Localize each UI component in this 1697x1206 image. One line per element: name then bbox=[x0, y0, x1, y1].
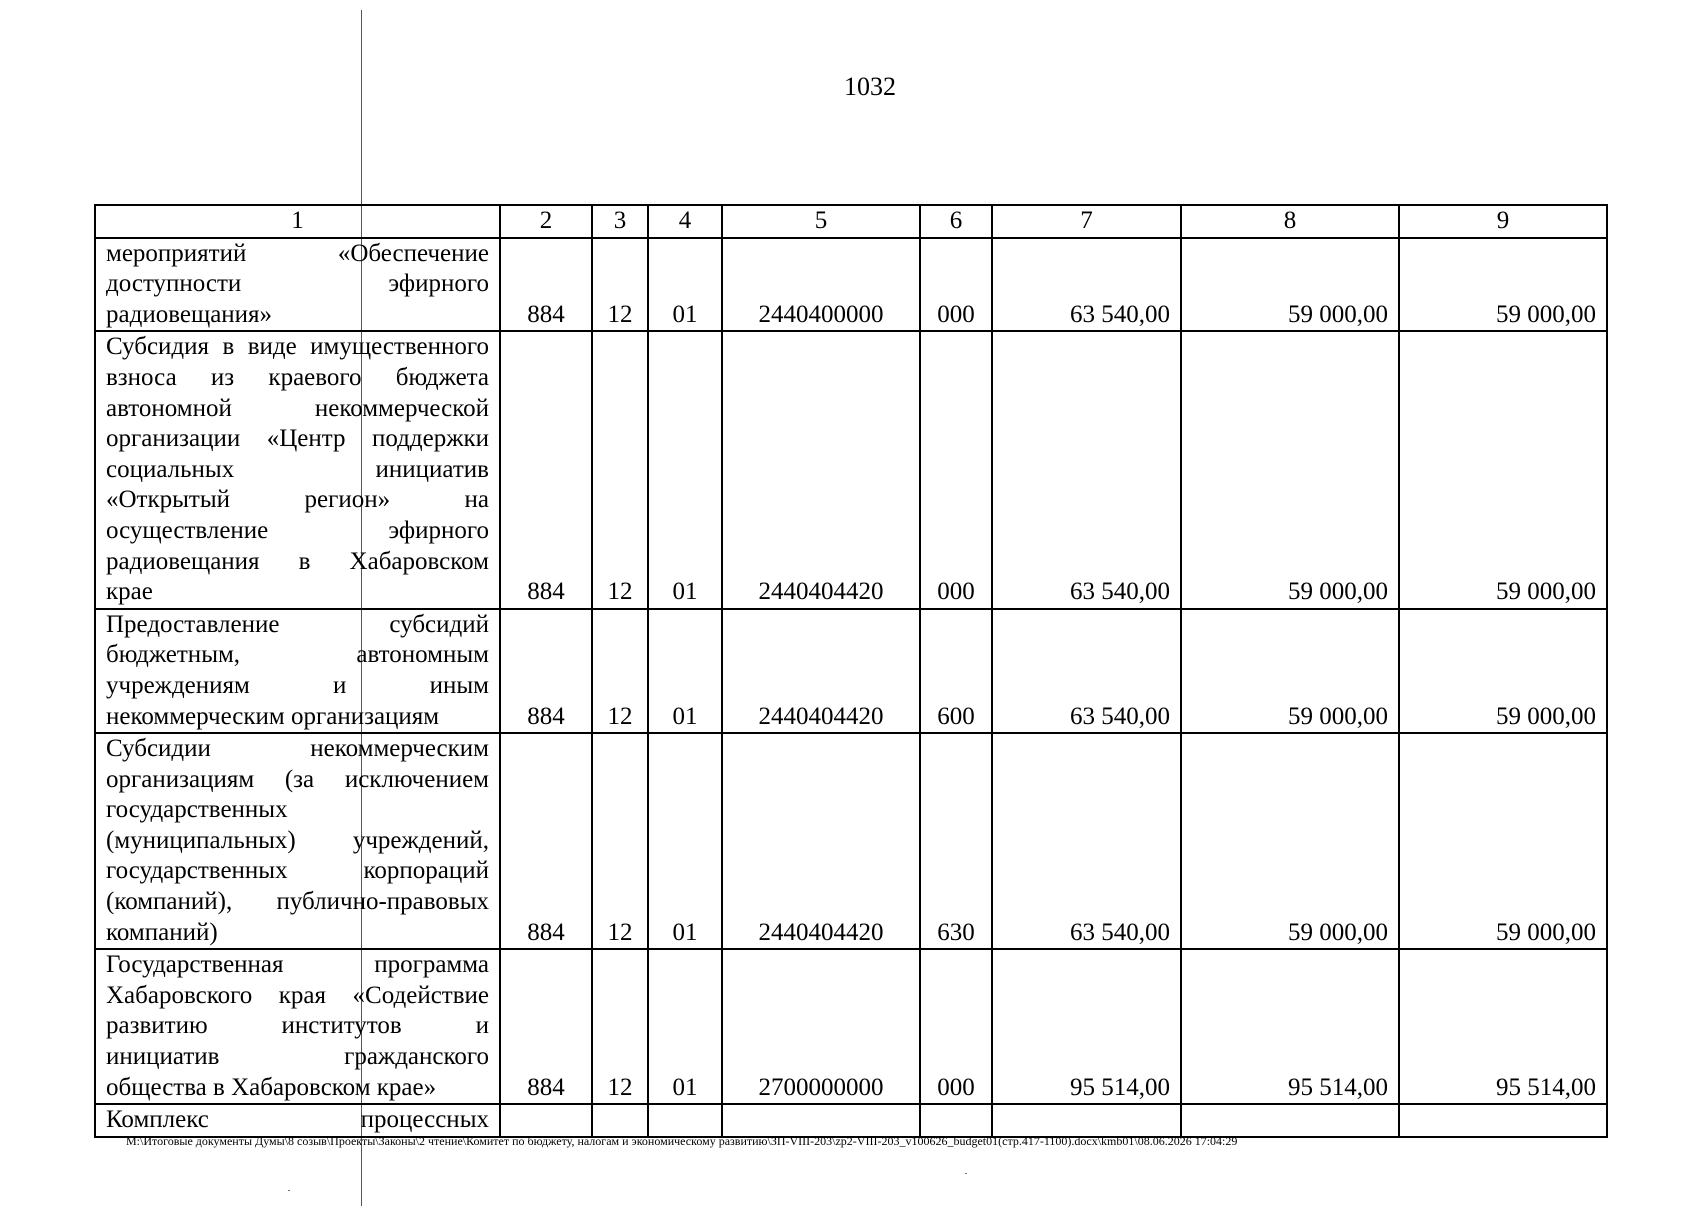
description-line: учреждениям и иным bbox=[106, 671, 489, 699]
description-line: развитию институтов и bbox=[106, 1012, 489, 1040]
expense-type-cell: 000 bbox=[920, 331, 992, 608]
expense-type-cell bbox=[920, 1104, 992, 1137]
target-article-cell: 2440400000 bbox=[722, 238, 920, 332]
expense-type-cell: 000 bbox=[920, 238, 992, 332]
description-line: мероприятий «Обеспечение bbox=[106, 239, 489, 267]
description-line: организации «Центр поддержки bbox=[106, 425, 489, 453]
subsection-cell: 01 bbox=[648, 733, 722, 949]
column-header-2: 2 bbox=[500, 205, 592, 238]
description-line: радиовещания в Хабаровском bbox=[106, 547, 489, 575]
row-description bbox=[95, 1104, 500, 1137]
subsection-cell: 01 bbox=[648, 331, 722, 608]
table-row bbox=[95, 949, 1607, 1104]
amount-cell: 59 000,00 bbox=[1181, 331, 1399, 608]
description-line: доступности эфирного bbox=[106, 270, 489, 298]
column-header-6: 6 bbox=[920, 205, 992, 238]
description-line: организациям (за исключением bbox=[106, 765, 489, 793]
row-description bbox=[95, 949, 500, 1104]
description-line: бюджетным, автономным bbox=[106, 641, 489, 669]
description-line: Предоставление субсидий bbox=[106, 610, 489, 638]
amount-cell: 59 000,00 bbox=[1181, 238, 1399, 332]
column-header-9: 9 bbox=[1399, 205, 1607, 238]
amount-cell: 59 000,00 bbox=[1399, 331, 1607, 608]
admin-code-cell: 884 bbox=[500, 949, 592, 1104]
section-cell: 12 bbox=[592, 331, 648, 608]
description-line: (муниципальных) учреждений, bbox=[106, 826, 489, 854]
amount-cell: 63 540,00 bbox=[992, 331, 1181, 608]
description-line: Субсидии некоммерческим bbox=[106, 735, 489, 763]
amount-cell: 59 000,00 bbox=[1399, 609, 1607, 733]
amount-cell bbox=[992, 1104, 1181, 1137]
subsection-cell bbox=[648, 1104, 722, 1137]
amount-cell: 95 514,00 bbox=[1399, 949, 1607, 1104]
column-header-3: 3 bbox=[592, 205, 648, 238]
column-header-7: 7 bbox=[992, 205, 1181, 238]
description-line: автономной некоммерческой bbox=[106, 394, 489, 422]
amount-cell: 63 540,00 bbox=[992, 238, 1181, 332]
description-line: государственных корпораций bbox=[106, 857, 489, 885]
admin-code-cell: 884 bbox=[500, 609, 592, 733]
admin-code-cell: 884 bbox=[500, 331, 592, 608]
column-header-8: 8 bbox=[1181, 205, 1399, 238]
expense-type-cell: 600 bbox=[920, 609, 992, 733]
amount-cell: 95 514,00 bbox=[992, 949, 1181, 1104]
description-line: общества в Хабаровском крае» bbox=[106, 1073, 437, 1101]
amount-cell: 59 000,00 bbox=[1399, 733, 1607, 949]
amount-cell: 63 540,00 bbox=[992, 609, 1181, 733]
column-header-1: 1 bbox=[95, 205, 500, 238]
subsection-cell: 01 bbox=[648, 949, 722, 1104]
section-cell: 12 bbox=[592, 609, 648, 733]
target-article-cell bbox=[722, 1104, 920, 1137]
row-description bbox=[95, 609, 500, 733]
description-line: социальных инициатив bbox=[106, 455, 489, 483]
amount-cell bbox=[1399, 1104, 1607, 1137]
description-line: крае bbox=[106, 578, 153, 606]
admin-code-cell: 884 bbox=[500, 238, 592, 332]
description-line: Субсидия в виде имущественного bbox=[106, 333, 489, 361]
target-article-cell: 2440404420 bbox=[722, 733, 920, 949]
scan-speck bbox=[965, 1173, 967, 1174]
table-header-row bbox=[95, 205, 1607, 238]
amount-cell: 59 000,00 bbox=[1181, 733, 1399, 949]
section-cell: 12 bbox=[592, 238, 648, 332]
budget-table bbox=[94, 204, 1608, 1138]
scan-speck bbox=[288, 1190, 290, 1191]
amount-cell: 59 000,00 bbox=[1399, 238, 1607, 332]
admin-code-cell: 884 bbox=[500, 733, 592, 949]
column-header-5: 5 bbox=[722, 205, 920, 238]
description-line: взноса из краевого бюджета bbox=[106, 363, 489, 391]
admin-code-cell bbox=[500, 1104, 592, 1137]
amount-cell: 63 540,00 bbox=[992, 733, 1181, 949]
subsection-cell: 01 bbox=[648, 609, 722, 733]
row-description bbox=[95, 733, 500, 949]
row-description bbox=[95, 238, 500, 332]
target-article-cell: 2440404420 bbox=[722, 331, 920, 608]
target-article-cell: 2440404420 bbox=[722, 609, 920, 733]
table-row bbox=[95, 733, 1607, 949]
amount-cell: 59 000,00 bbox=[1181, 609, 1399, 733]
page-number: 1032 bbox=[844, 72, 896, 101]
target-article-cell: 2700000000 bbox=[722, 949, 920, 1104]
section-cell: 12 bbox=[592, 733, 648, 949]
table-row bbox=[95, 238, 1607, 332]
description-line: осуществление эфирного bbox=[106, 516, 489, 544]
table-row bbox=[95, 609, 1607, 733]
description-line: Хабаровского края «Содействие bbox=[106, 981, 489, 1009]
description-line: радиовещания» bbox=[106, 300, 273, 328]
table-row bbox=[95, 331, 1607, 608]
description-line: некоммерческим организациям bbox=[106, 702, 440, 730]
column-header-4: 4 bbox=[648, 205, 722, 238]
footer-file-path: M:\Итоговые документы Думы\8 созыв\Проекты\Законы\2 чтение\Комитет по бюджету, налогам и экономическому развитию\ЗП-VIII-203\zp2-VIII-203_v100626_budget01(стр.417-1100).docx\kmb01\08.06.2026 17:04:29 bbox=[126, 1134, 1238, 1148]
description-line: Государственная программа bbox=[106, 951, 489, 979]
expense-type-cell: 630 bbox=[920, 733, 992, 949]
description-line: государственных bbox=[106, 796, 288, 824]
amount-cell bbox=[1181, 1104, 1399, 1137]
table-row bbox=[95, 1104, 1607, 1137]
description-line: инициатив гражданского bbox=[106, 1043, 489, 1071]
row-description bbox=[95, 331, 500, 608]
description-line: «Открытый регион» на bbox=[106, 486, 489, 514]
description-line: Комплекс процессных bbox=[106, 1106, 489, 1134]
expense-type-cell: 000 bbox=[920, 949, 992, 1104]
description-line: (компаний), публично-правовых bbox=[106, 888, 489, 916]
description-line: компаний) bbox=[106, 918, 218, 946]
table-body bbox=[95, 238, 1607, 1137]
section-cell bbox=[592, 1104, 648, 1137]
subsection-cell: 01 bbox=[648, 238, 722, 332]
section-cell: 12 bbox=[592, 949, 648, 1104]
amount-cell: 95 514,00 bbox=[1181, 949, 1399, 1104]
